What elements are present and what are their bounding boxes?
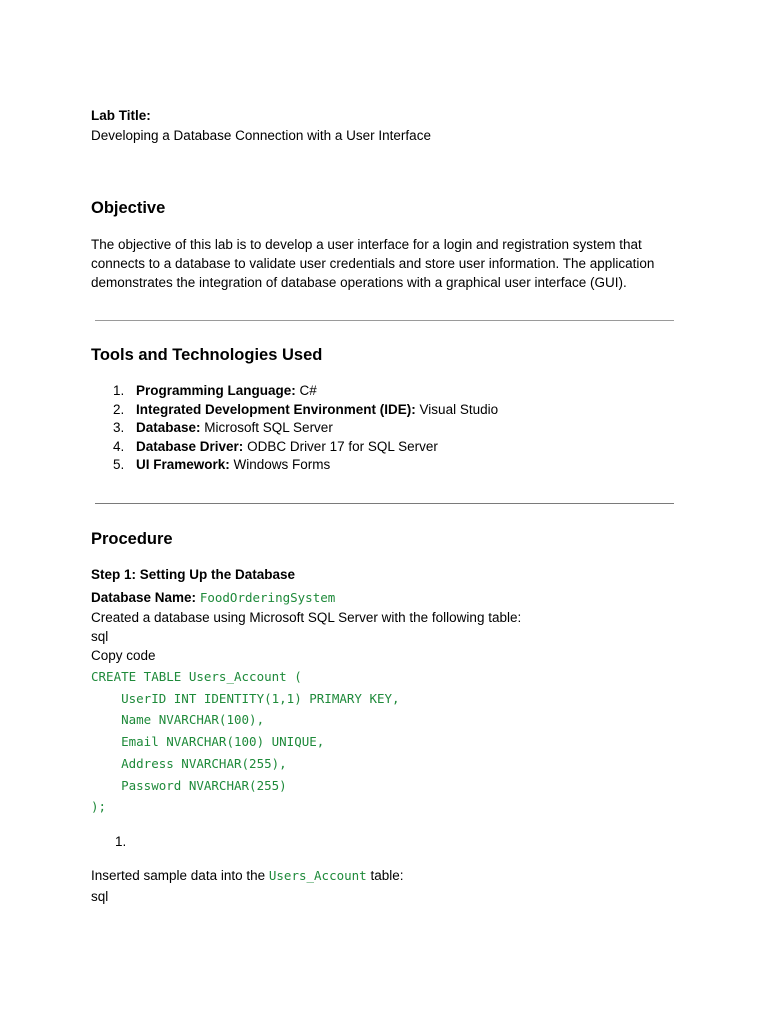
- database-name-line: [91, 590, 335, 605]
- list-item: 4. Database Driver: ODBC Driver 17 for SQL Server: [113, 438, 438, 454]
- objective-paragraph: The objective of this lab is to develop a user interface for a login and registration system that connects to a database to validate user credentials and store user information. The application demonstrates the integration of database operations with a graphical user interface (GUI).: [91, 237, 655, 290]
- tools-heading: Tools and Technologies Used: [91, 346, 323, 364]
- database-name-value: FoodOrderingSystem: [199, 590, 336, 605]
- list-item: 5. UI Framework: Windows Forms: [113, 457, 331, 473]
- empty-list-item: 1.: [115, 834, 127, 849]
- sql-code-block: CREATE TABLE Users_Account ( UserID INT IDENTITY(1,1) PRIMARY KEY, Name NVARCHAR(100), Email NVARCHAR(100) UNIQUE, Address NVARCHAR(255), Password NVARCHAR(255) );: [91, 669, 400, 815]
- list-item: 2. Integrated Development Environment (IDE): Visual Studio: [113, 401, 499, 417]
- database-name-label: Database Name:: [91, 590, 197, 605]
- section-divider: [95, 320, 674, 321]
- list-item: 1. Programming Language: C#: [113, 383, 317, 398]
- code-language-label: sql: [91, 889, 109, 904]
- inserted-text-line: Inserted sample data into the Users_Account table:: [91, 868, 404, 883]
- section-divider: [95, 503, 674, 504]
- tools-list: [91, 382, 498, 475]
- list-item: 3. Database: Microsoft SQL Server: [113, 420, 333, 436]
- objective-heading: Objective: [91, 199, 166, 217]
- created-text: Created a database using Microsoft SQL Server with the following table:: [91, 610, 522, 625]
- lab-title-label: Lab Title:: [91, 108, 151, 123]
- inline-code: Users_Account: [268, 868, 367, 883]
- lab-title-text: Developing a Database Connection with a User Interface: [91, 128, 431, 143]
- code-language-label: sql: [91, 629, 109, 644]
- step-title: Step 1: Setting Up the Database: [91, 567, 296, 582]
- copy-code-button[interactable]: Copy code: [91, 648, 156, 663]
- procedure-heading: Procedure: [91, 530, 173, 548]
